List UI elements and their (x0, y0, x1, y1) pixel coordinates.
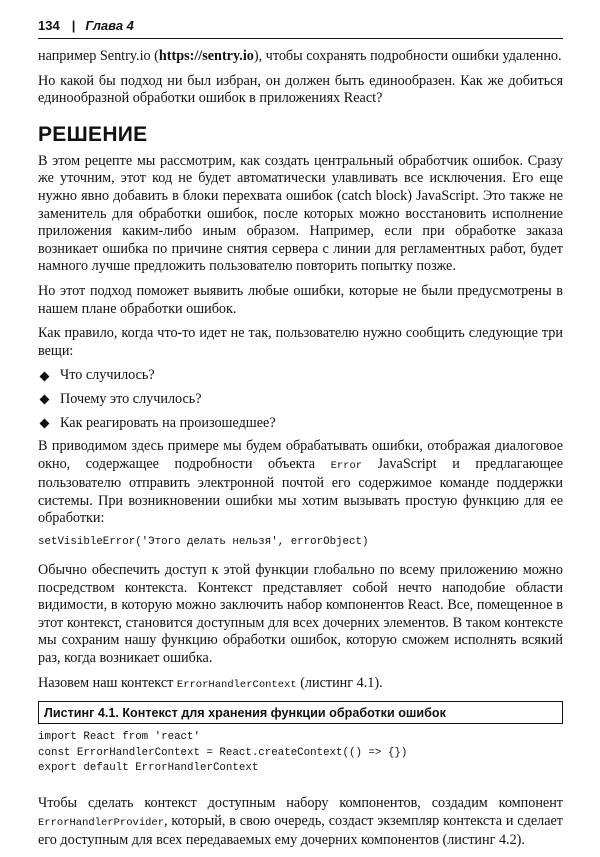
code-line: export default ErrorHandlerContext (38, 762, 259, 775)
listing-title: Листинг 4.1. Контекст для хранения функции обработки ошибок (38, 701, 563, 724)
solution-paragraph-1: В этом рецепте мы рассмотрим, как создать центральный обработчик ошибок. Сразу же уточним, этот код не будет автоматически улавливать все исключения. Его еще нужно явно добавить в блоки перехвата ошибок (catch block) JavaScript. Это также не заменитель для обработки ошибок, после которых можно восстановить исполнение приложения каким-либо иным образом. Например, если при обработке заказа возникает ошибка по причине снятия сервера с линии для регламентных работ, будет намного лучше предложить пользователю повторить попытку позже. (38, 152, 563, 275)
running-head (38, 18, 563, 39)
page-number: 134 (38, 18, 60, 33)
listing-code (38, 730, 563, 777)
intro-p1-text-end: ), чтобы сохранять подробности ошибки удаленно. (253, 48, 562, 64)
book-page (38, 18, 563, 857)
sentry-link: https://sentry.io (158, 48, 254, 64)
inline-code-context: ErrorHandlerContext (176, 678, 297, 691)
diamond-bullet-icon (40, 395, 50, 405)
code-line: import React from 'react' (38, 731, 200, 744)
solution-paragraph-2: Но этот подход поможет выявить любые ошибки, которые не были предусмотрены в нашем плане обработки ошибок. (38, 282, 563, 317)
p7-text-end: , который, в свою очередь, создаст экземпляр контекста и сделает его доступным для всех передаваемых ему дочерних компонентов (листинг 4.2). (38, 812, 563, 849)
inline-code-error: Error (330, 459, 363, 472)
header-separator: | (71, 18, 76, 33)
list-item (38, 367, 563, 385)
list-item-text: Как реагировать на произошедшее? (60, 414, 276, 431)
list-item (38, 415, 563, 433)
solution-paragraph-5: Обычно обеспечить доступ к этой функции глобально по всему приложению можно посредством контекста. Контекст представляет собой нечто наподобие области видимости, в которую можно заключить набор компонентов React. Все, помещенное в этот контекст, становится доступным для всех дочерних элементов. В таком контексте мы сохраним нашу функцию обработки ошибок, которую сможем исполнять всякий раз, когда возникает ошибка. (38, 562, 563, 667)
p7-text: Чтобы сделать контекст доступным набору компонентов, создадим компонент (38, 795, 563, 811)
p6-text-end: (листинг 4.1). (296, 674, 383, 691)
solution-paragraph-4 (38, 438, 563, 528)
chapter-title: Глава 4 (85, 18, 134, 33)
list-item-text: Почему это случилось? (60, 390, 202, 407)
solution-paragraph-6 (38, 675, 563, 695)
code-line: const ErrorHandlerContext = React.createContext(() => {}) (38, 746, 408, 759)
list-item (38, 391, 563, 409)
intro-paragraph-2: Но какой бы подход ни был избран, он должен быть единообразен. Как же добиться единообразной обработки ошибок в приложениях React? (38, 72, 563, 107)
diamond-bullet-icon (40, 371, 50, 381)
solution-paragraph-7 (38, 795, 563, 850)
code-snippet: setVisibleError('Этого делать нельзя', errorObject) (38, 536, 369, 549)
section-heading: РЕШЕНИЕ (38, 122, 148, 146)
p4-text: В приводимом здесь примере мы будем обрабатывать ошибки, отображая диалоговое окно, содержащее подробности объекта (38, 438, 563, 472)
intro-paragraph-1 (38, 48, 563, 66)
bullet-list (38, 367, 563, 432)
p4-text-end: JavaScript и предлагающее пользователю отправить электронной почтой его содержимое команде поддержки системы. При возникновении ошибки мы хотим вызывать простую функцию для ее обработки: (38, 455, 563, 527)
inline-code-provider: ErrorHandlerProvider (38, 816, 165, 829)
p6-text: Назовем наш контекст (38, 674, 177, 691)
intro-p1-text: например Sentry.io ( (38, 48, 159, 64)
list-item-text: Что случилось? (60, 367, 155, 384)
solution-paragraph-3: Как правило, когда что-то идет не так, пользователю нужно сообщить следующие три вещи: (38, 325, 563, 359)
diamond-bullet-icon (40, 418, 50, 428)
